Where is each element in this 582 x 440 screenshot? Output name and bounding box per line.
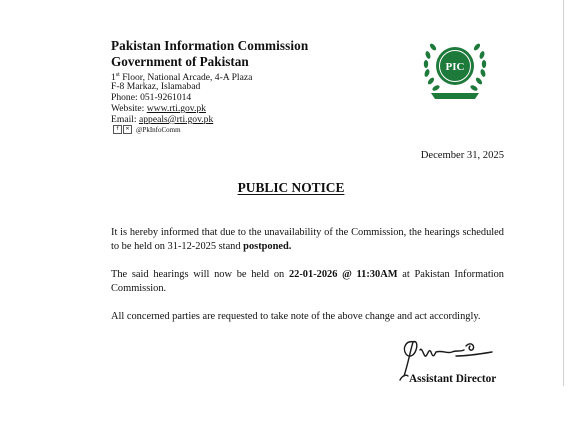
paragraph-3: All concerned parties are requested to take note of the above change and act accordingly. [111, 311, 481, 322]
phone-number: 051-9261014 [140, 92, 192, 103]
postponed-text: postponed. [243, 240, 292, 252]
new-hearing-datetime: 22-01-2026 @ 11:30AM [288, 269, 398, 280]
logo-text: PIC [445, 61, 465, 73]
website-link[interactable]: www.rti.gov.pk [146, 103, 206, 114]
address-line-1: 1st Floor, National Arcade, 4-A Plaza [111, 72, 253, 83]
phone-line: Phone: 051-9261014 [111, 92, 192, 103]
address-line-2: F-8 Markaz, Islamabad [111, 81, 201, 92]
social-line [113, 125, 181, 134]
facebook-icon: f [113, 125, 122, 134]
pic-logo [417, 37, 493, 103]
email-link[interactable]: appeals@rti.gov.pk [138, 114, 214, 125]
signatory-title: Assistant Director [409, 373, 497, 385]
social-handle: @PkInfoComm [136, 125, 181, 134]
org-government: Government of Pakistan [111, 54, 249, 69]
org-name: Pakistan Information Commission [111, 38, 309, 53]
website-line: Website: www.rti.gov.pk [111, 103, 206, 114]
notice-title: PUBLIC NOTICE [237, 180, 345, 195]
paragraph-2: The said hearings will now be held on 22-01-2026 @ 11:30AM at Pakistan Information Commission. [111, 269, 504, 294]
paragraph-1: It is hereby informed that due to the unavailability of the Commission, the hearings scheduled to be held on 31-12-2025 stand postponed. [111, 227, 504, 252]
notice-date: December 31, 2025 [420, 150, 504, 161]
email-line: Email: appeals@rti.gov.pk [111, 114, 214, 125]
twitter-icon: ✕ [123, 125, 132, 134]
